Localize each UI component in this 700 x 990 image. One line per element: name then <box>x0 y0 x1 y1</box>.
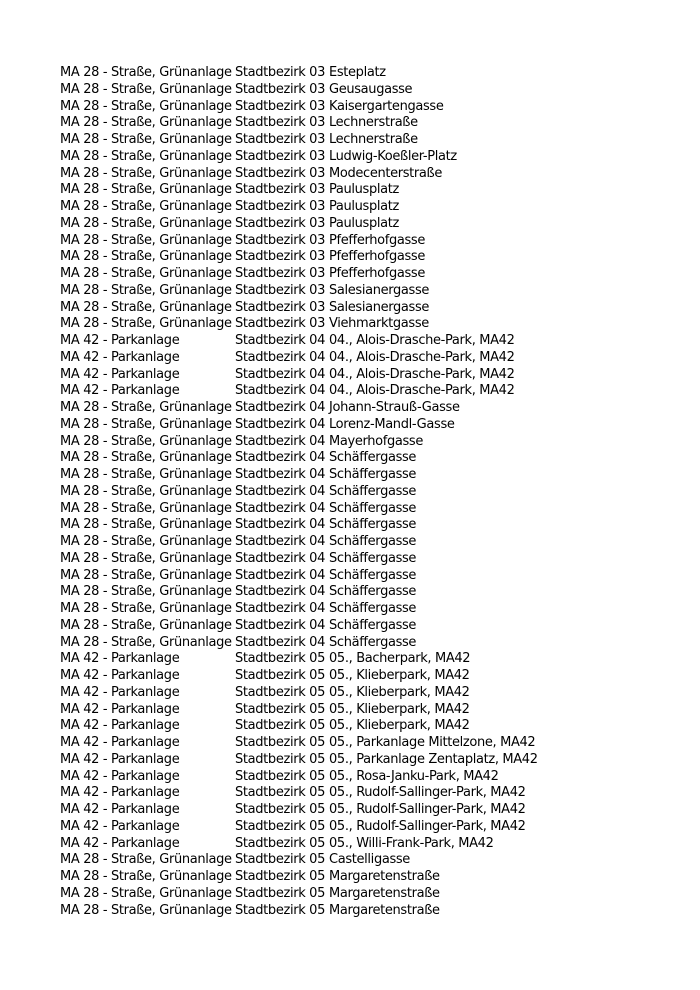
district-cell: Stadtbezirk 03 <box>235 165 325 181</box>
district-cell: Stadtbezirk 03 <box>235 282 325 298</box>
department-cell: MA 28 - Straße, Grünanlage <box>60 601 232 616</box>
location-cell: Lorenz-Mandl-Gasse <box>329 416 455 432</box>
department-cell: MA 28 - Straße, Grünanlage <box>60 500 232 516</box>
table-row <box>60 249 538 266</box>
location-cell: Lechnerstraße <box>329 132 418 147</box>
table-row <box>60 283 538 300</box>
table-row <box>60 903 538 920</box>
district-cell: Stadtbezirk 04 <box>235 467 325 482</box>
location-cell: Schäffergasse <box>329 617 417 633</box>
table-row <box>60 836 538 853</box>
table-row <box>60 383 538 400</box>
location-cell: Schäffergasse <box>329 634 417 650</box>
department-cell: MA 42 - Parkanlage <box>60 785 180 801</box>
district-cell: Stadtbezirk 05 <box>235 768 325 784</box>
district-cell: Stadtbezirk 03 <box>235 215 325 231</box>
location-cell: Castelligasse <box>329 852 410 868</box>
district-cell: Stadtbezirk 05 <box>235 852 325 868</box>
district-cell: Stadtbezirk 03 <box>235 182 325 198</box>
district-cell: Stadtbezirk 04 <box>235 617 325 633</box>
district-cell: Stadtbezirk 03 <box>235 299 325 315</box>
location-cell: Margaretenstraße <box>329 885 440 901</box>
department-cell: MA 28 - Straße, Grünanlage <box>60 885 232 901</box>
table-row <box>60 551 538 568</box>
district-cell: Stadtbezirk 05 <box>235 751 325 767</box>
location-cell: 05., Klieberpark, MA42 <box>329 701 470 717</box>
district-cell: Stadtbezirk 04 <box>235 500 325 516</box>
department-cell: MA 28 - Straße, Grünanlage <box>60 617 232 633</box>
location-cell: Ludwig-Koeßler-Platz <box>329 148 457 164</box>
district-cell: Stadtbezirk 04 <box>235 333 325 348</box>
district-cell: Stadtbezirk 04 <box>235 584 325 600</box>
district-cell: Stadtbezirk 03 <box>235 232 325 248</box>
location-cell: 05., Rudolf-Sallinger-Park, MA42 <box>329 785 526 801</box>
location-cell: 04., Alois-Drasche-Park, MA42 <box>329 333 515 348</box>
district-cell: Stadtbezirk 03 <box>235 115 325 131</box>
department-cell: MA 28 - Straße, Grünanlage <box>60 282 232 298</box>
district-cell: Stadtbezirk 04 <box>235 349 325 365</box>
location-cell: 05., Willi-Frank-Park, MA42 <box>329 835 494 851</box>
table-row <box>60 182 538 199</box>
location-cell: Pfefferhofgasse <box>329 249 425 265</box>
location-cell: Salesianergasse <box>329 282 430 298</box>
department-cell: MA 28 - Straße, Grünanlage <box>60 232 232 248</box>
department-cell: MA 28 - Straße, Grünanlage <box>60 902 232 918</box>
district-cell: Stadtbezirk 05 <box>235 902 325 918</box>
table-row <box>60 316 538 333</box>
location-cell: Paulusplatz <box>329 199 399 214</box>
department-cell: MA 28 - Straße, Grünanlage <box>60 869 232 884</box>
district-cell: Stadtbezirk 05 <box>235 835 325 851</box>
location-cell: 05., Klieberpark, MA42 <box>329 668 470 683</box>
department-cell: MA 28 - Straße, Grünanlage <box>60 132 232 147</box>
location-cell: Mayerhofgasse <box>329 433 423 449</box>
location-cell: Johann-Strauß-Gasse <box>329 400 460 415</box>
district-cell: Stadtbezirk 03 <box>235 316 325 332</box>
table-row <box>60 233 538 250</box>
department-cell: MA 28 - Straße, Grünanlage <box>60 400 232 415</box>
table-row <box>60 82 538 99</box>
department-cell: MA 28 - Straße, Grünanlage <box>60 567 232 583</box>
location-cell: 05., Rudolf-Sallinger-Park, MA42 <box>329 802 526 817</box>
table-row <box>60 735 538 752</box>
location-cell: Paulusplatz <box>329 215 399 231</box>
location-table <box>60 65 538 919</box>
table-row <box>60 869 538 886</box>
department-cell: MA 28 - Straße, Grünanlage <box>60 65 232 80</box>
table-row <box>60 333 538 350</box>
table-row <box>60 467 538 484</box>
department-cell: MA 42 - Parkanlage <box>60 835 180 851</box>
department-cell: MA 42 - Parkanlage <box>60 668 180 683</box>
table-row <box>60 166 538 183</box>
location-cell: Margaretenstraße <box>329 869 440 884</box>
department-cell: MA 28 - Straße, Grünanlage <box>60 517 232 533</box>
location-cell: 04., Alois-Drasche-Park, MA42 <box>329 383 515 399</box>
district-cell: Stadtbezirk 03 <box>235 266 325 281</box>
department-cell: MA 28 - Straße, Grünanlage <box>60 249 232 265</box>
location-cell: Schäffergasse <box>329 450 417 466</box>
district-cell: Stadtbezirk 04 <box>235 450 325 466</box>
location-cell: Schäffergasse <box>329 534 417 549</box>
table-row <box>60 434 538 451</box>
department-cell: MA 28 - Straße, Grünanlage <box>60 165 232 181</box>
district-cell: Stadtbezirk 04 <box>235 517 325 533</box>
district-cell: Stadtbezirk 05 <box>235 735 325 750</box>
department-cell: MA 42 - Parkanlage <box>60 751 180 767</box>
location-cell: Paulusplatz <box>329 182 399 198</box>
table-row <box>60 668 538 685</box>
district-cell: Stadtbezirk 05 <box>235 701 325 717</box>
department-cell: MA 42 - Parkanlage <box>60 333 180 348</box>
district-cell: Stadtbezirk 04 <box>235 383 325 399</box>
table-row <box>60 400 538 417</box>
department-cell: MA 42 - Parkanlage <box>60 366 180 382</box>
district-cell: Stadtbezirk 03 <box>235 132 325 147</box>
table-row <box>60 685 538 702</box>
table-row <box>60 584 538 601</box>
table-row <box>60 484 538 501</box>
table-row <box>60 769 538 786</box>
district-cell: Stadtbezirk 04 <box>235 416 325 432</box>
department-cell: MA 28 - Straße, Grünanlage <box>60 98 232 114</box>
location-cell: Lechnerstraße <box>329 115 418 131</box>
table-row <box>60 618 538 635</box>
department-cell: MA 28 - Straße, Grünanlage <box>60 148 232 164</box>
department-cell: MA 42 - Parkanlage <box>60 768 180 784</box>
district-cell: Stadtbezirk 03 <box>235 98 325 114</box>
district-cell: Stadtbezirk 03 <box>235 65 325 80</box>
department-cell: MA 28 - Straße, Grünanlage <box>60 416 232 432</box>
table-row <box>60 417 538 434</box>
table-row <box>60 216 538 233</box>
department-cell: MA 28 - Straße, Grünanlage <box>60 182 232 198</box>
table-row <box>60 802 538 819</box>
district-cell: Stadtbezirk 04 <box>235 483 325 499</box>
district-cell: Stadtbezirk 05 <box>235 818 325 834</box>
district-cell: Stadtbezirk 04 <box>235 634 325 650</box>
table-row <box>60 350 538 367</box>
district-cell: Stadtbezirk 04 <box>235 601 325 616</box>
district-cell: Stadtbezirk 03 <box>235 81 325 97</box>
department-cell: MA 28 - Straße, Grünanlage <box>60 299 232 315</box>
district-cell: Stadtbezirk 05 <box>235 651 325 667</box>
location-cell: Margaretenstraße <box>329 902 440 918</box>
location-cell: Geusaugasse <box>329 81 413 97</box>
table-row <box>60 601 538 618</box>
location-cell: Schäffergasse <box>329 567 417 583</box>
department-cell: MA 28 - Straße, Grünanlage <box>60 115 232 131</box>
district-cell: Stadtbezirk 03 <box>235 148 325 164</box>
department-cell: MA 28 - Straße, Grünanlage <box>60 550 232 566</box>
table-row <box>60 785 538 802</box>
department-cell: MA 42 - Parkanlage <box>60 735 180 750</box>
department-cell: MA 42 - Parkanlage <box>60 383 180 399</box>
district-cell: Stadtbezirk 03 <box>235 199 325 214</box>
table-row <box>60 886 538 903</box>
table-row <box>60 702 538 719</box>
table-row <box>60 65 538 82</box>
location-cell: Schäffergasse <box>329 601 417 616</box>
table-row <box>60 718 538 735</box>
department-cell: MA 28 - Straße, Grünanlage <box>60 199 232 214</box>
department-cell: MA 42 - Parkanlage <box>60 802 180 817</box>
district-cell: Stadtbezirk 04 <box>235 400 325 415</box>
department-cell: MA 28 - Straße, Grünanlage <box>60 266 232 281</box>
district-cell: Stadtbezirk 04 <box>235 567 325 583</box>
district-cell: Stadtbezirk 04 <box>235 534 325 549</box>
district-cell: Stadtbezirk 05 <box>235 684 325 700</box>
location-cell: 05., Bacherpark, MA42 <box>329 651 471 667</box>
district-cell: Stadtbezirk 05 <box>235 802 325 817</box>
location-cell: Pfefferhofgasse <box>329 266 425 281</box>
location-cell: Pfefferhofgasse <box>329 232 425 248</box>
district-cell: Stadtbezirk 05 <box>235 668 325 683</box>
location-cell: 05., Klieberpark, MA42 <box>329 684 470 700</box>
table-row <box>60 199 538 216</box>
table-row <box>60 132 538 149</box>
district-cell: Stadtbezirk 05 <box>235 718 325 734</box>
location-cell: Salesianergasse <box>329 299 430 315</box>
location-cell: Schäffergasse <box>329 584 417 600</box>
district-cell: Stadtbezirk 04 <box>235 550 325 566</box>
department-cell: MA 42 - Parkanlage <box>60 818 180 834</box>
location-cell: 05., Rosa-Janku-Park, MA42 <box>329 768 499 784</box>
district-cell: Stadtbezirk 05 <box>235 869 325 884</box>
department-cell: MA 28 - Straße, Grünanlage <box>60 81 232 97</box>
district-cell: Stadtbezirk 04 <box>235 433 325 449</box>
location-cell: Modecenterstraße <box>329 165 443 181</box>
department-cell: MA 28 - Straße, Grünanlage <box>60 634 232 650</box>
location-cell: 04., Alois-Drasche-Park, MA42 <box>329 349 515 365</box>
location-cell: Schäffergasse <box>329 550 417 566</box>
department-cell: MA 42 - Parkanlage <box>60 349 180 365</box>
table-row <box>60 149 538 166</box>
department-cell: MA 28 - Straße, Grünanlage <box>60 467 232 482</box>
department-cell: MA 28 - Straße, Grünanlage <box>60 433 232 449</box>
location-cell: Schäffergasse <box>329 483 417 499</box>
table-row <box>60 367 538 384</box>
department-cell: MA 28 - Straße, Grünanlage <box>60 316 232 332</box>
department-cell: MA 42 - Parkanlage <box>60 701 180 717</box>
location-cell: Viehmarktgasse <box>329 316 429 332</box>
table-row <box>60 635 538 652</box>
department-cell: MA 42 - Parkanlage <box>60 684 180 700</box>
table-row <box>60 852 538 869</box>
department-cell: MA 28 - Straße, Grünanlage <box>60 852 232 868</box>
location-cell: Schäffergasse <box>329 517 417 533</box>
table-row <box>60 534 538 551</box>
location-cell: 05., Rudolf-Sallinger-Park, MA42 <box>329 818 526 834</box>
location-cell: Schäffergasse <box>329 500 417 516</box>
location-table-body <box>60 65 538 919</box>
table-row <box>60 99 538 116</box>
table-row <box>60 517 538 534</box>
table-row <box>60 819 538 836</box>
department-cell: MA 28 - Straße, Grünanlage <box>60 584 232 600</box>
table-row <box>60 266 538 283</box>
location-cell: 05., Parkanlage Mittelzone, MA42 <box>329 735 536 750</box>
location-cell: Esteplatz <box>329 65 386 80</box>
district-cell: Stadtbezirk 03 <box>235 249 325 265</box>
table-row <box>60 300 538 317</box>
table-row <box>60 752 538 769</box>
district-cell: Stadtbezirk 04 <box>235 366 325 382</box>
table-row <box>60 115 538 132</box>
table-row <box>60 568 538 585</box>
location-cell: Kaisergartengasse <box>329 98 444 114</box>
location-cell: 04., Alois-Drasche-Park, MA42 <box>329 366 515 382</box>
table-row <box>60 450 538 467</box>
location-cell: 05., Klieberpark, MA42 <box>329 718 470 734</box>
district-cell: Stadtbezirk 05 <box>235 885 325 901</box>
department-cell: MA 28 - Straße, Grünanlage <box>60 483 232 499</box>
district-cell: Stadtbezirk 05 <box>235 785 325 801</box>
department-cell: MA 28 - Straße, Grünanlage <box>60 534 232 549</box>
table-row <box>60 501 538 518</box>
location-cell: Schäffergasse <box>329 467 417 482</box>
department-cell: MA 28 - Straße, Grünanlage <box>60 215 232 231</box>
department-cell: MA 42 - Parkanlage <box>60 651 180 667</box>
department-cell: MA 42 - Parkanlage <box>60 718 180 734</box>
table-row <box>60 651 538 668</box>
department-cell: MA 28 - Straße, Grünanlage <box>60 450 232 466</box>
location-cell: 05., Parkanlage Zentaplatz, MA42 <box>329 751 538 767</box>
